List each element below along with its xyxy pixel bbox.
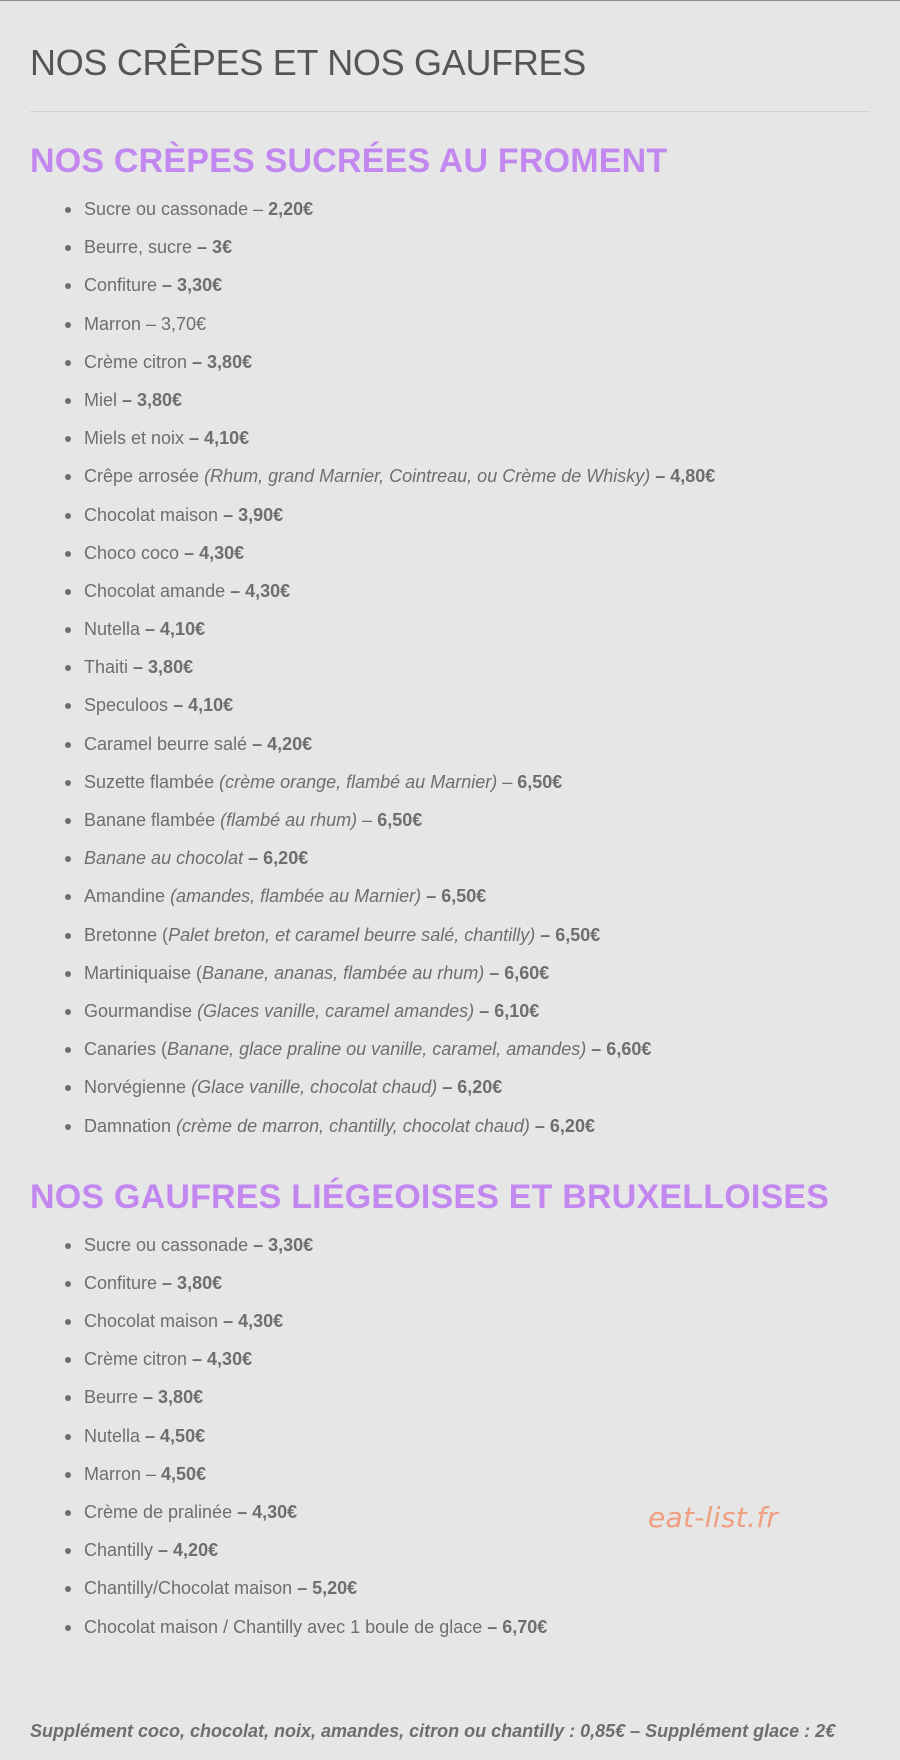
- menu-item-name: Martiniquaise (: [84, 962, 203, 983]
- menu-item-price: – 6,20€: [534, 1115, 595, 1136]
- menu-item-name: Marron – 3,70€: [84, 313, 207, 334]
- menu-item-name: Crème citron: [84, 1349, 193, 1370]
- menu-item: [30, 1531, 870, 1569]
- menu-item: [30, 496, 870, 534]
- menu-item-name: Chantilly/Chocolat maison: [84, 1578, 298, 1599]
- menu-item: [30, 686, 870, 724]
- menu-item-price: – 3,80€: [192, 351, 253, 372]
- watermark-logo: eat-list.fr: [648, 1501, 779, 1534]
- menu-item: [30, 1107, 870, 1145]
- menu-item: [30, 457, 870, 495]
- menu-item: [30, 1417, 870, 1455]
- menu-item-price: – 4,20€: [252, 733, 313, 754]
- menu-item-price: – 6,10€: [479, 1000, 540, 1021]
- menu-item-name: Chocolat maison: [84, 1311, 224, 1332]
- menu-item-separator: –: [497, 771, 518, 792]
- menu-item-price: – 6,20€: [442, 1077, 503, 1098]
- menu-item-name: Thaiti: [84, 657, 134, 678]
- menu-item: [30, 572, 870, 610]
- menu-item-description: Banane, ananas, flambée au rhum): [202, 962, 485, 983]
- menu-item-price: – 3,30€: [162, 275, 223, 296]
- menu-item-price: – 3,90€: [223, 504, 284, 525]
- menu-item-price: – 6,60€: [591, 1039, 652, 1060]
- menu-item: [30, 1030, 870, 1068]
- gaufres-list: [30, 1226, 870, 1646]
- menu-item-price: – 3€: [197, 237, 233, 258]
- menu-item-price: – 4,20€: [158, 1540, 219, 1561]
- menu-item-description: (Rhum, grand Marnier, Cointreau, ou Crème de Whisky): [204, 466, 651, 487]
- menu-item: [30, 1569, 870, 1607]
- menu-item: [30, 610, 870, 648]
- menu-item-price: – 6,50€: [540, 924, 601, 945]
- menu-item: [30, 1226, 870, 1264]
- menu-item: [30, 534, 870, 572]
- menu-item-name: Choco coco: [84, 542, 185, 563]
- menu-item-price: – 6,60€: [489, 962, 550, 983]
- menu-item-description: (Glaces vanille, caramel amandes): [197, 1000, 475, 1021]
- menu-item-description: Palet breton, et caramel beurre salé, chantilly): [168, 924, 536, 945]
- menu-item: [30, 725, 870, 763]
- menu-item-price: – 6,20€: [248, 848, 309, 869]
- menu-item: [30, 381, 870, 419]
- menu-item-name: Damnation: [84, 1115, 177, 1136]
- menu-item-name: Speculoos: [84, 695, 174, 716]
- menu-item-price: – 3,80€: [122, 389, 183, 410]
- menu-item-name: Nutella: [84, 619, 146, 640]
- menu-item: [30, 305, 870, 343]
- menu-item-name: Amandine: [84, 886, 171, 907]
- menu-item-price: – 4,10€: [145, 619, 206, 640]
- menu-item-price: – 4,50€: [145, 1425, 206, 1446]
- menu-item: [30, 877, 870, 915]
- crepes-list: [30, 190, 870, 1145]
- menu-item-name: Miel: [84, 389, 123, 410]
- menu-item: [30, 1264, 870, 1302]
- menu-item-price: 2,20€: [268, 199, 314, 219]
- menu-item-price: – 3,80€: [162, 1272, 223, 1293]
- menu-item-name: Chocolat amande: [84, 580, 231, 601]
- menu-item-name: Beurre: [84, 1387, 144, 1408]
- menu-item-price: – 6,70€: [487, 1616, 548, 1637]
- menu-item: [30, 228, 870, 266]
- menu-page: [0, 1, 900, 1646]
- menu-item-name: Chocolat maison: [84, 504, 224, 525]
- menu-item-price: – 4,10€: [189, 428, 250, 449]
- menu-item-price: – 3,80€: [143, 1387, 204, 1408]
- menu-item-price: – 4,30€: [184, 542, 245, 563]
- menu-item-name: Suzette flambée: [84, 771, 220, 792]
- menu-item: [30, 1378, 870, 1416]
- menu-item-price: 4,50€: [161, 1463, 207, 1484]
- menu-item: [30, 839, 870, 877]
- menu-item-price: – 4,30€: [192, 1349, 253, 1370]
- menu-item: [30, 648, 870, 686]
- page-title: NOS CRÊPES ET NOS GAUFRES: [30, 42, 586, 83]
- menu-item: [30, 419, 870, 457]
- menu-item-price: 6,50€: [517, 771, 563, 792]
- menu-item: [30, 190, 870, 228]
- menu-item-name: Confiture: [84, 275, 163, 296]
- menu-item: [30, 266, 870, 304]
- menu-item: [30, 343, 870, 381]
- menu-item-name: Gourmandise: [84, 1000, 198, 1021]
- menu-item-description: Banane au chocolat: [84, 848, 244, 869]
- menu-item-price: – 4,10€: [173, 695, 234, 716]
- menu-item: [30, 763, 870, 801]
- menu-item-price: – 4,30€: [223, 1311, 284, 1332]
- menu-item-price: – 4,80€: [655, 466, 716, 487]
- menu-item-name: Crêpe arrosée: [84, 466, 205, 487]
- menu-item: [30, 1455, 870, 1493]
- section-heading-gaufres: NOS GAUFRES LIÉGEOISES ET BRUXELLOISES: [30, 1177, 830, 1216]
- menu-item-name: Caramel beurre salé: [84, 733, 253, 754]
- menu-item-description: (Glace vanille, chocolat chaud): [191, 1077, 438, 1098]
- menu-item: [30, 916, 870, 954]
- menu-item-price: – 6,50€: [426, 886, 487, 907]
- menu-item-description: (amandes, flambée au Marnier): [170, 886, 422, 907]
- menu-item-description: (crème orange, flambé au Marnier): [219, 771, 498, 792]
- menu-item-description: (flambé au rhum): [220, 810, 358, 830]
- menu-item: [30, 992, 870, 1030]
- menu-item-name: Confiture: [84, 1272, 163, 1293]
- menu-item-price: – 3,80€: [133, 657, 194, 678]
- menu-item-name: Canaries (: [84, 1039, 168, 1060]
- menu-item-name: Crème de pralinée: [84, 1502, 238, 1522]
- menu-item: [30, 1608, 870, 1646]
- menu-item-name: Chantilly: [84, 1540, 159, 1561]
- menu-item-price: – 3,30€: [253, 1234, 314, 1255]
- menu-item-name: Beurre, sucre: [84, 237, 198, 258]
- menu-item-name: Nutella: [84, 1425, 146, 1446]
- menu-item: [30, 801, 870, 839]
- menu-item-price: – 4,30€: [237, 1502, 298, 1522]
- menu-item: [30, 1068, 870, 1106]
- supplement-note: Supplément coco, chocolat, noix, amandes, citron ou chantilly : 0,85€ – Supplément glace : 2€: [30, 1721, 836, 1741]
- menu-item-name: Norvégienne: [84, 1077, 192, 1098]
- menu-item: [30, 954, 870, 992]
- menu-item-separator: –: [357, 810, 378, 830]
- menu-item: [30, 1340, 870, 1378]
- menu-item-description: Banane, glace praline ou vanille, caramel, amandes): [167, 1039, 587, 1060]
- section-heading-crepes: NOS CRÈPES SUCRÉES AU FROMENT: [30, 142, 668, 180]
- menu-item-name: Miels et noix: [84, 428, 190, 449]
- menu-item: [30, 1302, 870, 1340]
- menu-item-price: – 5,20€: [297, 1578, 358, 1599]
- menu-item-name: Sucre ou cassonade –: [84, 199, 269, 219]
- menu-item-price: – 4,30€: [230, 580, 291, 601]
- menu-item-name: Marron –: [84, 1463, 162, 1484]
- menu-item-description: (crème de marron, chantilly, chocolat chaud): [176, 1115, 530, 1136]
- title-divider: [30, 111, 870, 112]
- menu-item-name: Bretonne (: [84, 924, 169, 945]
- menu-item-name: Crème citron: [84, 351, 193, 372]
- menu-item-name: Sucre ou cassonade: [84, 1234, 254, 1255]
- menu-item-name: Chocolat maison / Chantilly avec 1 boule de glace: [84, 1616, 488, 1637]
- menu-item-price: 6,50€: [377, 810, 423, 830]
- menu-item-name: Banane flambée: [84, 810, 221, 830]
